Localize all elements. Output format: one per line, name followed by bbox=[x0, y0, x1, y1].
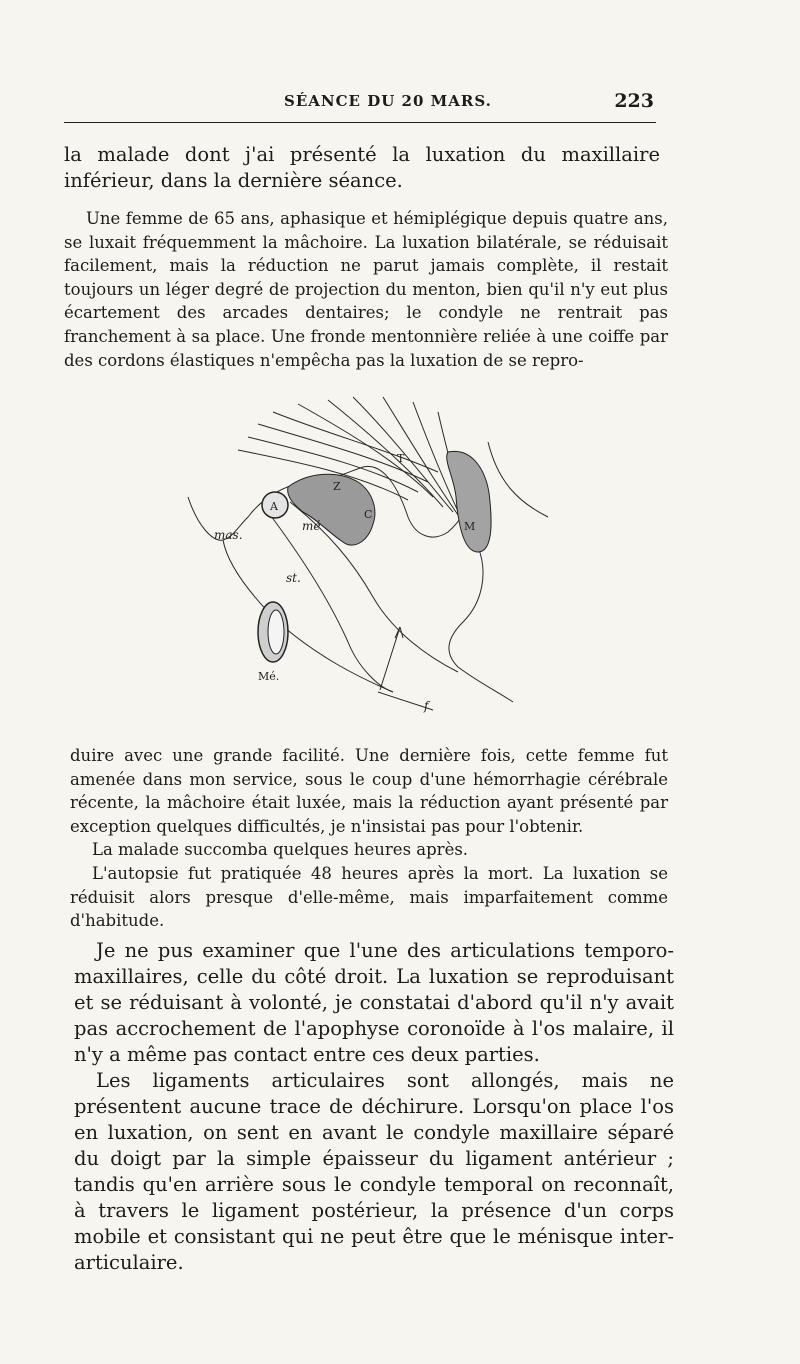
anatomical-figure bbox=[178, 392, 558, 722]
label-mas: mas. bbox=[214, 528, 243, 542]
label-C: C bbox=[364, 508, 373, 521]
paragraph-text: L'autopsie fut pratiquée 48 heures après la mort. La luxation se réduisit alors presque d'elle-même, mais imparfaitement comme d'habitude. bbox=[70, 863, 668, 931]
intro-paragraph bbox=[64, 142, 660, 194]
examination-paragraphs bbox=[74, 938, 674, 1276]
label-A: A bbox=[270, 500, 278, 513]
paragraph-text: Les ligaments articulaires sont allongés, mais ne présentent aucune trace de déchirure. Lorsqu'on place l'os en luxation, on sent en avant le condyle maxillaire séparé du doigt par la simple épaisseur du ligament antérieur ; tandis qu'en arrière sous le condyle temporal on reconnaît, à travers le ligament postérieur, la présence d'un corps mobile et consistant qui ne peut être que le ménisque inter-articulaire. bbox=[74, 1069, 674, 1274]
label-T: T bbox=[397, 452, 405, 465]
figure-lines bbox=[188, 397, 548, 710]
paragraph-text: la malade dont j'ai présenté la luxation du maxillaire inférieur, dans la dernière séance. bbox=[64, 143, 660, 192]
case-paragraph bbox=[64, 207, 668, 372]
label-Z: Z bbox=[333, 480, 341, 493]
running-head: SÉANCE DU 20 MARS. bbox=[284, 92, 492, 110]
paragraph-text: duire avec une grande facilité. Une dernière fois, cette femme fut amenée dans mon service, sous le coup d'une hémorrhagie cérébrale récente, la mâchoire était luxée, mais la réduction ayant présenté par exception quelques difficultés, je n'insistai pas pour l'obtenir. bbox=[70, 746, 668, 836]
autopsy-paragraphs bbox=[70, 744, 668, 933]
paragraph-text: Je ne pus examiner que l'une des articulations temporo-maxillaires, celle du côté droit. La luxation se reproduisant et se réduisant à volonté, je constatai d'abord qu'il n'y avait pas accrochement de l'apophyse coronoïde à l'os malaire, il n'y a même pas contact entre ces deux parties. bbox=[74, 939, 674, 1066]
label-Me: Mé. bbox=[258, 670, 280, 683]
label-me: mé bbox=[302, 519, 321, 533]
header-rule bbox=[64, 122, 656, 123]
paragraph-text: Une femme de 65 ans, aphasique et hémiplégique depuis quatre ans, se luxait fréquemment la mâchoire. La luxation bilatérale, se réduisait facilement, mais la réduction ne parut jamais complète, il restait toujours un léger degré de projection du menton, bien qu'il n'y eut plus écartement des arcades dentaires; le condyle ne rentrait pas franchement à sa place. Une fronde mentonnière reliée à une coiffe par des cordons élastiques n'empêcha pas la luxation de se repro- bbox=[64, 209, 668, 370]
page-number: 223 bbox=[614, 90, 654, 112]
label-f: f bbox=[424, 699, 429, 713]
page-header bbox=[64, 92, 656, 116]
zygomatic-shading bbox=[288, 474, 375, 545]
meniscus-inner bbox=[268, 610, 284, 654]
label-M: M bbox=[464, 520, 476, 533]
paragraph-text: La malade succomba quelques heures après. bbox=[92, 840, 469, 860]
label-st: st. bbox=[286, 571, 301, 585]
